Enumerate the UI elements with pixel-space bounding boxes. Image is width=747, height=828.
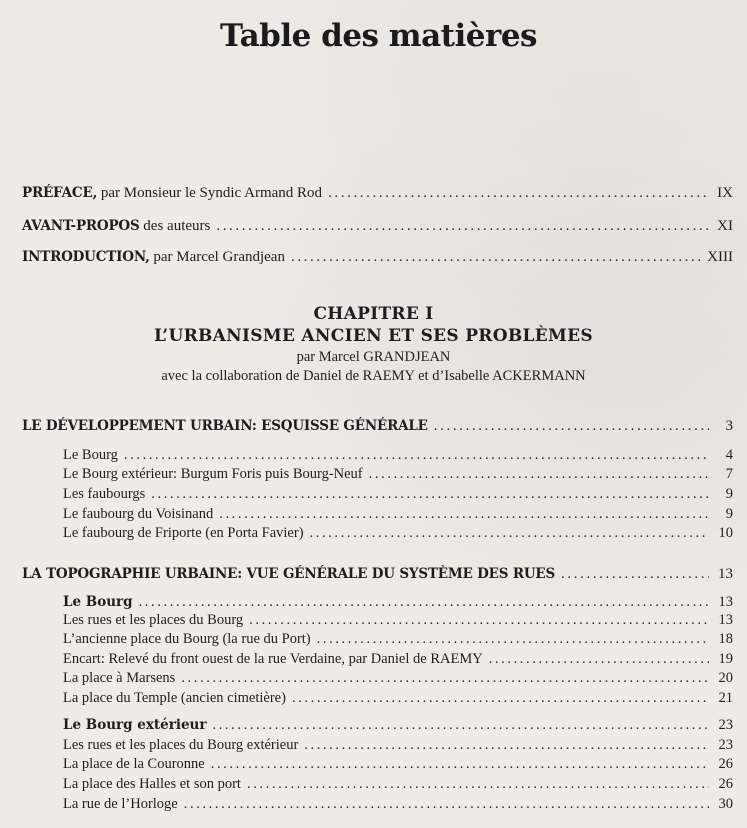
toc-group-title — [63, 593, 733, 611]
entry-label: La rue de l’Horloge — [63, 796, 178, 812]
toc-entry — [63, 630, 733, 648]
chapter-title: L’URBANISME ANCIEN ET SES PROBLÈMES — [154, 326, 593, 346]
page-number: 20 — [718, 670, 733, 686]
page-number: 26 — [718, 756, 733, 772]
entry-bold-label: INTRODUCTION, — [22, 249, 150, 265]
entry-label: Le faubourg du Voisinand — [63, 506, 214, 522]
page-number: 3 — [725, 418, 733, 434]
toc-entry-avant-propos — [22, 217, 733, 235]
toc-entry — [63, 524, 733, 542]
page-number: 13 — [718, 566, 733, 582]
entry-label: des auteurs — [139, 218, 211, 234]
toc-entry — [63, 505, 733, 523]
toc-entry — [63, 775, 733, 793]
toc-section-heading — [22, 417, 733, 435]
entry-label: L’ancienne place du Bourg (la rue du Port) — [63, 631, 311, 647]
group-title-label: Le Bourg — [63, 594, 133, 610]
entry-bold-label: AVANT-PROPOS — [22, 218, 140, 234]
leader-dots — [291, 248, 701, 266]
page-number: 23 — [718, 737, 733, 753]
leader-dots — [181, 669, 709, 687]
toc-entry — [63, 736, 733, 754]
entry-label: La place des Halles et son port — [63, 776, 241, 792]
group-title-label: Le Bourg extérieur — [63, 717, 207, 733]
leader-dots — [247, 775, 709, 793]
entry-label: La place du Temple (ancien cimetière) — [63, 690, 286, 706]
toc-entry — [63, 755, 733, 773]
entry-label: par Monsieur le Syndic Armand Rod — [97, 185, 323, 201]
page-number: 19 — [718, 651, 733, 667]
leader-dots — [139, 593, 709, 611]
page-number: 30 — [718, 796, 733, 812]
entry-label: Les rues et les places du Bourg extérieur — [63, 737, 299, 753]
leader-dots — [310, 524, 709, 542]
page-number: 13 — [718, 612, 733, 628]
toc-entry — [63, 669, 733, 687]
leader-dots — [489, 650, 709, 668]
entry-label: Le faubourg de Friporte (en Porta Favier) — [63, 525, 304, 541]
leader-dots — [216, 217, 709, 235]
entry-label: Le Bourg extérieur: Burgum Foris puis Bourg-Neuf — [63, 466, 363, 482]
chapter-author: par Marcel GRANDJEAN — [296, 349, 451, 365]
leader-dots — [211, 755, 709, 773]
leader-dots — [317, 630, 709, 648]
leader-dots — [304, 736, 709, 754]
leader-dots — [212, 716, 709, 734]
leader-dots — [292, 689, 709, 707]
leader-dots — [434, 417, 709, 435]
toc-entry — [63, 650, 733, 668]
chapter-collaboration: avec la collaboration de Daniel de RAEMY et d’Isabelle ACKERMANN — [161, 368, 586, 384]
toc-entry-preface — [22, 184, 733, 202]
leader-dots — [184, 795, 709, 813]
leader-dots — [369, 465, 709, 483]
entry-label: La place de la Couronne — [63, 756, 205, 772]
toc-entry — [63, 465, 733, 483]
leader-dots — [124, 446, 709, 464]
page-title: Table des matières — [219, 18, 537, 54]
page-number: 10 — [718, 525, 733, 541]
page-number: 9 — [725, 506, 733, 522]
toc-entry — [63, 611, 733, 629]
page-number: 26 — [718, 776, 733, 792]
entry-label: par Marcel Grandjean — [149, 249, 285, 265]
leader-dots — [219, 505, 709, 523]
page-number: 13 — [718, 594, 733, 610]
entry-label: Les rues et les places du Bourg — [63, 612, 244, 628]
toc-entry — [63, 689, 733, 707]
section-heading-label: LE DÉVELOPPEMENT URBAIN: ESQUISSE GÉNÉRALE — [22, 418, 428, 434]
toc-entry — [63, 485, 733, 503]
toc-group-title — [63, 716, 733, 734]
entry-bold-label: PRÉFACE, — [22, 185, 98, 201]
page-number: 18 — [718, 631, 733, 647]
entry-label: La place à Marsens — [63, 670, 176, 686]
page-number: XIII — [707, 249, 733, 265]
toc-entry — [63, 795, 733, 813]
page-number: XI — [717, 218, 733, 234]
entry-label: Le Bourg — [63, 447, 118, 463]
leader-dots — [328, 184, 709, 202]
entry-label: Encart: Relevé du front ouest de la rue Verdaine, par Daniel de RAEMY — [63, 651, 483, 667]
leader-dots — [151, 485, 709, 503]
page-number: 7 — [725, 466, 733, 482]
page-number: 21 — [718, 690, 733, 706]
entry-label: Les faubourgs — [63, 486, 146, 502]
page-number: 9 — [725, 486, 733, 502]
toc-entry — [63, 446, 733, 464]
chapter-number: CHAPITRE I — [313, 304, 434, 324]
page-number: 4 — [725, 447, 733, 463]
section-heading-label: LA TOPOGRAPHIE URBAINE: VUE GÉNÉRALE DU SYSTÈME DES RUES — [22, 566, 556, 582]
toc-section-heading — [22, 565, 733, 583]
page-number: IX — [717, 185, 733, 201]
toc-entry-introduction — [22, 248, 733, 266]
leader-dots — [249, 611, 709, 629]
leader-dots — [561, 565, 709, 583]
page-number: 23 — [718, 717, 733, 733]
